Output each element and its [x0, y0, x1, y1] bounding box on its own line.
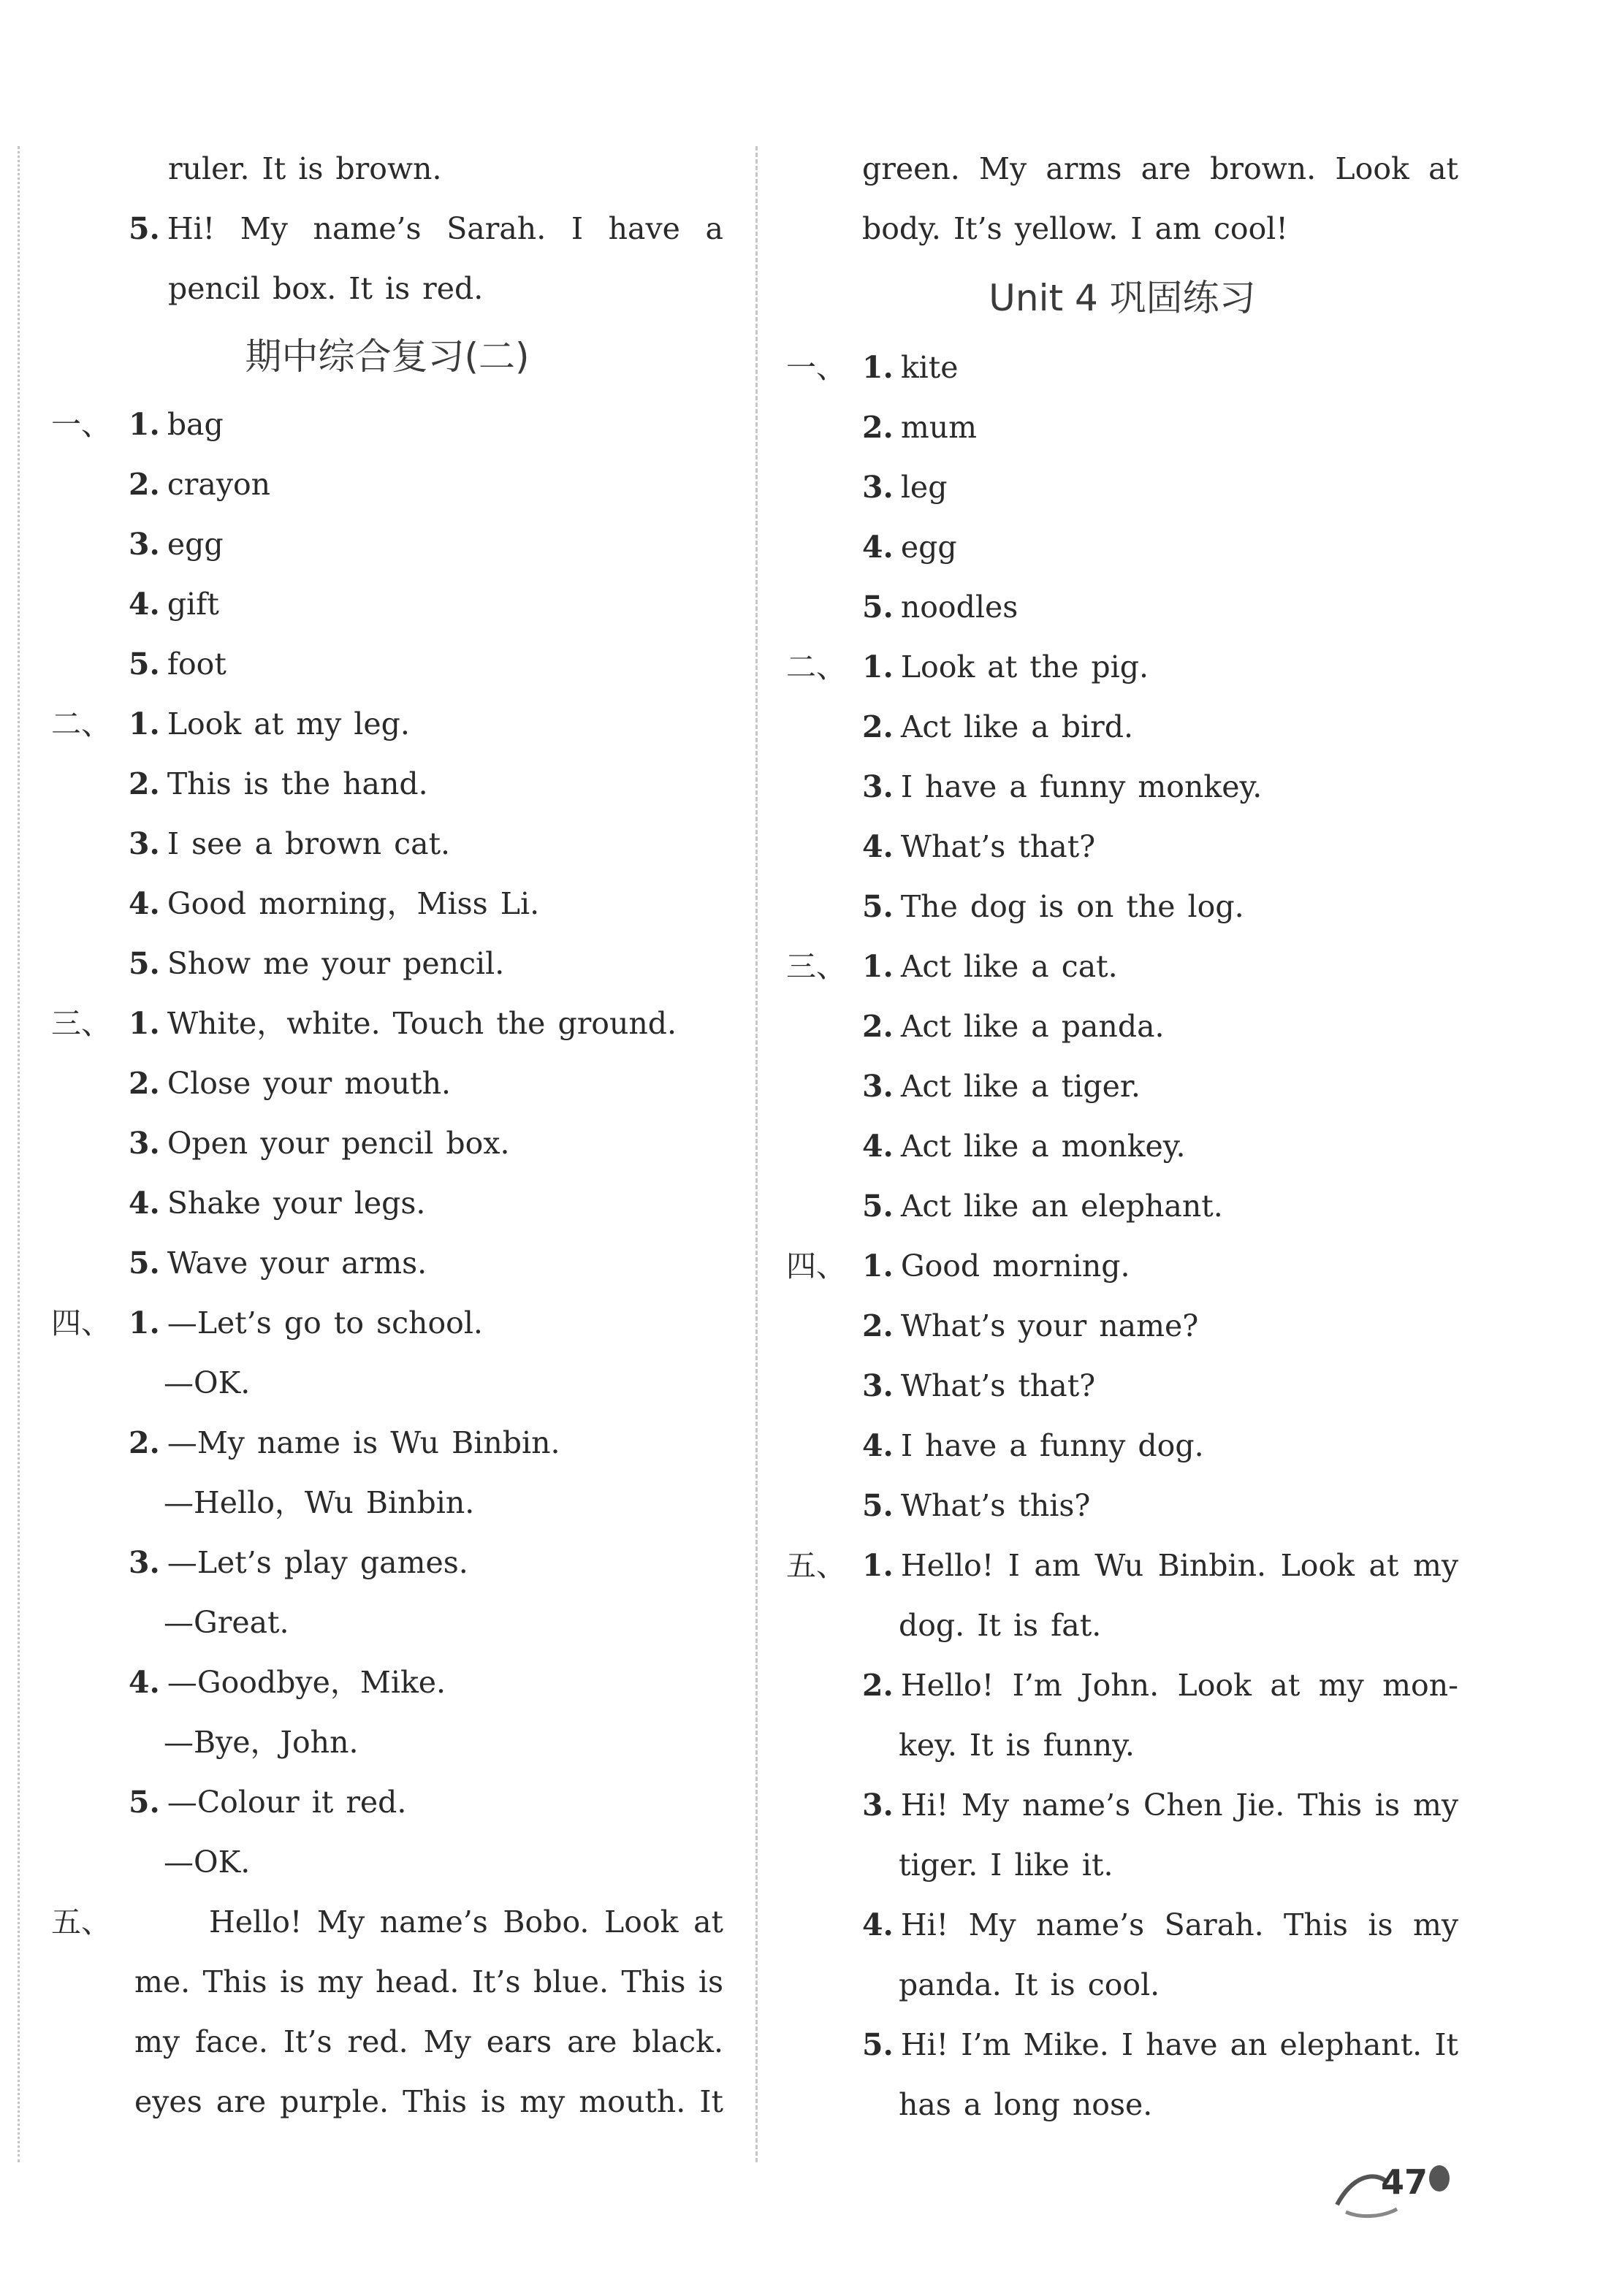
list-item: 2. crayon — [129, 467, 271, 502]
list-item: 5. Wave your arms. — [129, 1246, 427, 1281]
list-item: 3. Open your pencil box. — [129, 1126, 510, 1161]
list-item: 3. What’s that? — [862, 1368, 1096, 1403]
list-item: 4. Good morning，Miss Li. — [129, 886, 540, 921]
list-item: 5. Show me your pencil. — [129, 946, 505, 981]
list-item: 4. Act like a monkey. — [862, 1129, 1186, 1164]
section-heading-unit4: Unit 4 巩固练习 — [989, 277, 1256, 319]
list-item-continuation: panda. It is cool. — [899, 1967, 1160, 2002]
dialogue-question: 2. —My name is Wu Binbin. — [129, 1425, 560, 1460]
dialogue-answer: —OK. — [164, 1845, 251, 1880]
dialogue-answer: —Hello，Wu Binbin. — [164, 1485, 475, 1520]
list-item: 3. Act like a tiger. — [862, 1069, 1141, 1104]
dialogue-answer: —OK. — [164, 1365, 251, 1400]
list-item: 3. Hi! My name’s Chen Jie. This is my — [862, 1788, 1458, 1823]
text-line: pencil box. It is red. — [168, 271, 484, 306]
page-number-badge — [1330, 2148, 1454, 2228]
list-item: 2. mum — [862, 410, 977, 445]
passage-line: eyes are purple. This is my mouth. It — [134, 2084, 723, 2119]
passage-line: me. This is my head. It’s blue. This is — [134, 1964, 723, 1999]
binding-edge-line — [18, 146, 20, 2162]
list-item: 5. What’s this? — [862, 1488, 1091, 1523]
list-item: 四、 1. Good morning. — [786, 1248, 1130, 1284]
list-item: 三、 1. Act like a cat. — [786, 949, 1118, 984]
list-item: 2. Close your mouth. — [129, 1066, 452, 1101]
list-item: 4. gift — [129, 587, 219, 622]
passage-line: green. My arms are brown. Look at — [862, 151, 1458, 186]
list-item: 5. Hi! My name’s Sarah. I have a — [129, 211, 723, 246]
list-item: 4. Shake your legs. — [129, 1186, 426, 1221]
list-item: 4. Hi! My name’s Sarah. This is my — [862, 1907, 1458, 1942]
list-item: 3. leg — [862, 470, 948, 505]
list-item: 五、 1. Hello! I am Wu Binbin. Look at my — [786, 1548, 1458, 1583]
column-divider — [755, 146, 758, 2162]
text-line: ruler. It is brown. — [168, 151, 442, 186]
right-column — [786, 139, 1458, 2135]
dialogue-question: 4. —Goodbye，Mike. — [129, 1665, 446, 1700]
list-item: 4. egg — [862, 530, 957, 565]
left-column — [51, 139, 723, 2132]
list-item-continuation: tiger. I like it. — [899, 1847, 1113, 1883]
list-item: 3. I have a funny monkey. — [862, 769, 1263, 804]
list-item: 2. What’s your name? — [862, 1308, 1199, 1343]
list-item: 二、 1. Look at my leg. — [51, 706, 410, 741]
passage-line: 五、 Hello! My name’s Bobo. Look at — [51, 1904, 723, 1940]
list-item: 3. egg — [129, 527, 224, 562]
list-item: 一、 1. kite — [786, 350, 959, 385]
list-item: 三、 1. White，white. Touch the ground. — [51, 1006, 677, 1041]
dialogue-question: 四、 1. —Let’s go to school. — [51, 1305, 483, 1340]
list-item: 3. I see a brown cat. — [129, 826, 451, 861]
section-heading-midterm-review: 期中综合复习(二) — [245, 335, 530, 378]
list-item: 5. noodles — [862, 590, 1018, 625]
list-item: 5. foot — [129, 647, 226, 682]
page-number: 47 — [1381, 2162, 1428, 2202]
list-item: 2. This is the hand. — [129, 766, 428, 801]
list-item: 一、 1. bag — [51, 407, 224, 442]
passage-line: body. It’s yellow. I am cool! — [862, 211, 1288, 246]
list-item: 4. What’s that? — [862, 829, 1096, 864]
list-item: 5. Hi! I’m Mike. I have an elephant. It — [862, 2027, 1458, 2062]
dialogue-answer: —Great. — [164, 1605, 289, 1640]
list-item: 4. I have a funny dog. — [862, 1428, 1204, 1463]
list-item: 二、 1. Look at the pig. — [786, 649, 1149, 684]
list-item: 2. Hello! I’m John. Look at my mon- — [862, 1668, 1458, 1703]
list-item: 2. Act like a panda. — [862, 1009, 1165, 1044]
list-item-continuation: has a long nose. — [899, 2087, 1153, 2122]
passage-line: my face. It’s red. My ears are black. — [134, 2024, 723, 2059]
list-item: 5. The dog is on the log. — [862, 889, 1244, 924]
list-item: 2. Act like a bird. — [862, 709, 1133, 744]
dialogue-question: 5. —Colour it red. — [129, 1785, 407, 1820]
dialogue-answer: —Bye，John. — [164, 1725, 359, 1760]
list-item-continuation: dog. It is fat. — [899, 1608, 1102, 1643]
list-item-continuation: key. It is funny. — [899, 1728, 1135, 1763]
dialogue-question: 3. —Let’s play games. — [129, 1545, 468, 1580]
list-item: 5. Act like an elephant. — [862, 1189, 1223, 1224]
